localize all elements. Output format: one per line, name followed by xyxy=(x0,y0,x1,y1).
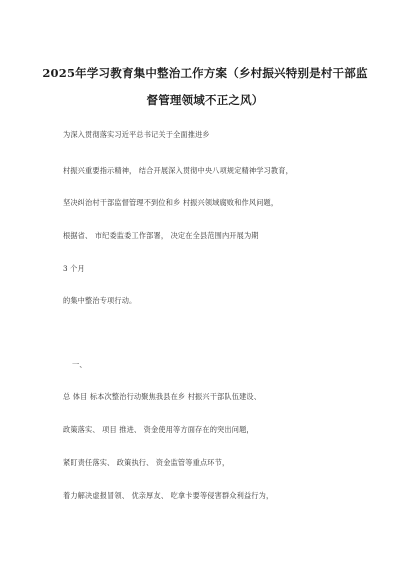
paragraph-line-10: 着力解决虚报冒领、 优亲厚友、 吃拿卡要等侵害群众利益行为， xyxy=(63,491,274,500)
paragraph-line-7: 总 体目 标本次整治行动聚焦我县在乡 村振兴干部队伍建设、 xyxy=(63,392,262,401)
paragraph-line-6: 的集中整治专项行动。 xyxy=(63,296,137,305)
document-title-line-1: 2025年学习教育集中整治工作方案（乡村振兴特别是村干部监 xyxy=(42,66,368,80)
section-heading: 一、 xyxy=(72,360,87,369)
paragraph-line-9: 紧盯责任落实、 政策执行、 资金监管等重点环节， xyxy=(63,458,230,467)
paragraph-line-4: 根据省、 市纪委监委工作部署， 决定在全县范围内开展为期 xyxy=(63,231,259,240)
paragraph-line-3: 坚决纠治村干部监督管理不到位和乡 村振兴领域腐败和作风问题， xyxy=(63,198,279,207)
document-title-line-2: 督管理领域不正之风） xyxy=(146,93,264,107)
paragraph-line-2: 村振兴重要指示精神， 结合开展深入贯彻中央八项规定精神学习教育， xyxy=(63,166,293,175)
paragraph-line-8: 政策落实、 项目 推进、 资金使用等方面存在的突出问题， xyxy=(63,425,254,434)
paragraph-line-5: 3 个月 xyxy=(63,264,85,273)
paragraph-line-1: 为深入贯彻落实习近平总书记关于全面推进乡 xyxy=(63,130,210,139)
